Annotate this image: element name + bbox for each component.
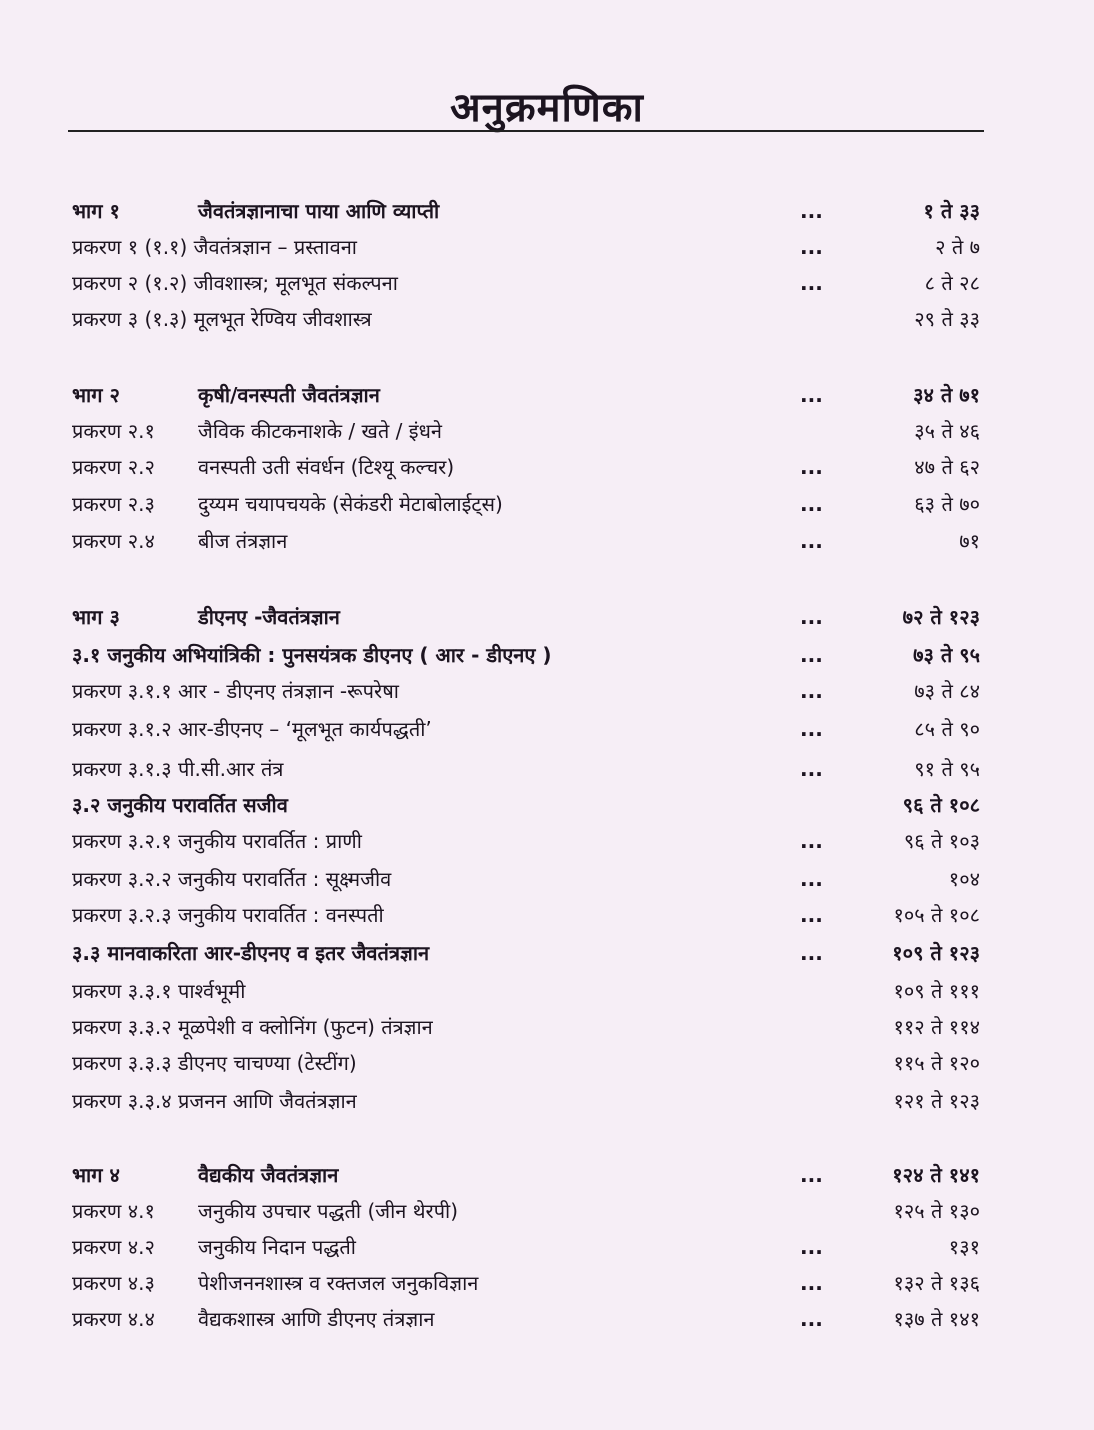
toc-title: प्रकरण ३ (१.३) मूलभूत रेण्विय जीवशास्त्र <box>72 307 372 331</box>
toc-title: प्रकरण ३.२.३ जनुकीय परावर्तित : वनस्पती <box>72 903 384 927</box>
toc-chapter <box>72 900 980 930</box>
toc-chapter <box>72 676 980 706</box>
toc-title: ३.३ मानवाकरिता आर-डीएनए व इतर जैवतंत्रज्ञान <box>72 941 430 965</box>
toc-title: प्रकरण ३.२.१ जनुकीय परावर्तित : प्राणी <box>72 829 362 853</box>
toc-pages: ६३ ते ७० <box>914 492 980 516</box>
toc-title: प्रकरण ३.१.३ पी.सी.आर तंत्र <box>72 757 284 781</box>
toc-leader: ... <box>800 455 823 479</box>
toc-leader: ... <box>800 271 823 295</box>
toc-leader: ... <box>800 235 823 259</box>
toc-pages: ७३ ते ९५ <box>913 643 980 667</box>
toc-pages: ९१ ते ९५ <box>914 757 980 781</box>
toc-chapter <box>72 754 980 784</box>
toc-leader: ... <box>800 605 823 629</box>
toc-pages: ३४ ते ७१ <box>913 383 980 407</box>
toc-leader: ... <box>800 829 823 853</box>
toc-section <box>72 640 980 670</box>
toc-pages: ३५ ते ४६ <box>914 419 980 443</box>
toc-number: प्रकरण ४.४ <box>72 1307 155 1331</box>
toc-leader: ... <box>800 1163 823 1187</box>
page-title: अनुक्रमणिका <box>450 85 644 131</box>
toc-leader: ... <box>800 492 823 516</box>
toc-title: प्रकरण ३.२.२ जनुकीय परावर्तित : सूक्ष्मजीव <box>72 867 392 891</box>
toc-chapter <box>72 526 980 556</box>
toc-chapter <box>72 232 980 262</box>
toc-title: प्रकरण २ (१.२) जीवशास्त्र; मूलभूत संकल्पना <box>72 271 398 295</box>
toc-chapter <box>72 826 980 856</box>
toc-number: प्रकरण ४.३ <box>72 1271 155 1295</box>
toc-pages: ९६ ते १०८ <box>902 793 980 817</box>
toc-title: प्रकरण ३.३.१ पार्श्वभूमी <box>72 979 246 1003</box>
toc-leader: ... <box>800 1307 823 1331</box>
toc-number: प्रकरण २.२ <box>72 455 155 479</box>
toc-chapter <box>72 1048 980 1078</box>
toc-title: प्रकरण ३.३.२ मूळपेशी व क्लोनिंग (फुटन) तंत्रज्ञान <box>72 1015 433 1039</box>
toc-title: कृषी/वनस्पती जैवतंत्रज्ञान <box>198 383 380 407</box>
toc-pages: १०९ ते १११ <box>893 979 980 1003</box>
toc-number: प्रकरण २.४ <box>72 529 155 553</box>
toc-leader: ... <box>800 643 823 667</box>
toc-pages: १२५ ते १३० <box>893 1199 980 1223</box>
toc-pages: ७३ ते ८४ <box>914 679 980 703</box>
toc-title: वैद्यकशास्त्र आणि डीएनए तंत्रज्ञान <box>198 1307 435 1331</box>
toc-pages: १०९ ते १२३ <box>892 941 980 965</box>
toc-title: प्रकरण ३.१.२ आर-डीएनए – ‘मूलभूत कार्यपद्धती’ <box>72 717 432 741</box>
toc-section <box>72 790 980 820</box>
toc-title: दुय्यम चयापचयके (सेकंडरी मेटाबोलाईट्स) <box>198 492 503 516</box>
toc-number: भाग २ <box>72 383 120 407</box>
toc-pages: १०४ <box>948 867 980 891</box>
toc-pages: १२४ ते १४१ <box>892 1163 980 1187</box>
toc-leader: ... <box>800 941 823 965</box>
toc-chapter <box>72 268 980 298</box>
toc-title: जैविक कीटकनाशके / खते / इंधने <box>198 419 442 443</box>
toc-pages: १३७ ते १४१ <box>893 1307 980 1331</box>
toc-chapter <box>72 1268 980 1298</box>
toc-chapter <box>72 1012 980 1042</box>
toc-title: जैवतंत्रज्ञानाचा पाया आणि व्याप्ती <box>198 199 440 223</box>
toc-section <box>72 938 980 968</box>
toc-part-1 <box>72 196 980 226</box>
toc-title: जनुकीय उपचार पद्धती (जीन थेरपी) <box>198 1199 459 1223</box>
toc-title: प्रकरण ३.१.१ आर - डीएनए तंत्रज्ञान -रूपरेषा <box>72 679 399 703</box>
toc-title: ३.१ जनुकीय अभियांत्रिकी : पुनसयंत्रक डीएनए ( आर - डीएनए ) <box>72 643 552 667</box>
toc-leader: ... <box>800 1235 823 1259</box>
toc-chapter <box>72 304 980 334</box>
toc-pages: १ ते ३३ <box>923 199 980 223</box>
toc-leader: ... <box>800 383 823 407</box>
toc-leader: ... <box>800 717 823 741</box>
toc-pages: ७१ <box>959 529 980 553</box>
toc-title: वनस्पती उती संवर्धन (टिश्यू कल्चर) <box>198 455 455 479</box>
toc-pages: ११२ ते ११४ <box>893 1015 980 1039</box>
toc-number: प्रकरण २.३ <box>72 492 155 516</box>
toc-leader: ... <box>800 679 823 703</box>
toc-number: भाग ३ <box>72 605 120 629</box>
toc-title: प्रकरण ३.३.४ प्रजनन आणि जैवतंत्रज्ञान <box>72 1089 357 1113</box>
toc-chapter <box>72 1304 980 1334</box>
toc-pages: ४७ ते ६२ <box>914 455 980 479</box>
toc-chapter <box>72 864 980 894</box>
toc-title: बीज तंत्रज्ञान <box>198 529 288 553</box>
toc-number: प्रकरण ४.१ <box>72 1199 155 1223</box>
toc-pages: ११५ ते १२० <box>893 1051 980 1075</box>
toc-chapter <box>72 976 980 1006</box>
toc-number: भाग ४ <box>72 1163 120 1187</box>
toc-chapter <box>72 714 980 744</box>
toc-pages: १३२ ते १३६ <box>893 1271 980 1295</box>
toc-pages: २९ ते ३३ <box>914 307 980 331</box>
toc-title: वैद्यकीय जैवतंत्रज्ञान <box>198 1163 339 1187</box>
toc-pages: ९६ ते १०३ <box>903 829 980 853</box>
toc-chapter <box>72 416 980 446</box>
toc-number: भाग १ <box>72 199 120 223</box>
toc-pages: ८५ ते ९० <box>914 717 980 741</box>
toc-leader: ... <box>800 529 823 553</box>
toc-number: प्रकरण २.१ <box>72 419 155 443</box>
toc-leader: ... <box>800 1271 823 1295</box>
toc-title: जनुकीय निदान पद्धती <box>198 1235 356 1259</box>
toc-pages: १२१ ते १२३ <box>893 1089 980 1113</box>
toc-number: प्रकरण ४.२ <box>72 1235 155 1259</box>
toc-pages: ८ ते २८ <box>924 271 980 295</box>
toc-title: प्रकरण १ (१.१) जैवतंत्रज्ञान – प्रस्तावना <box>72 235 357 259</box>
toc-part-2 <box>72 380 980 410</box>
toc-part-4 <box>72 1160 980 1190</box>
toc-chapter <box>72 1196 980 1226</box>
toc-chapter <box>72 452 980 482</box>
toc-title: पेशीजननशास्त्र व रक्तजल जनुकविज्ञान <box>198 1271 479 1295</box>
toc-chapter <box>72 1086 980 1116</box>
toc-part-3 <box>72 602 980 632</box>
toc-pages: ७२ ते १२३ <box>902 605 980 629</box>
toc-leader: ... <box>800 757 823 781</box>
toc-pages: २ ते ७ <box>935 235 980 259</box>
toc-chapter <box>72 1232 980 1262</box>
toc-leader: ... <box>800 867 823 891</box>
toc-title: ३.२ जनुकीय परावर्तित सजीव <box>72 793 288 817</box>
toc-title: प्रकरण ३.३.३ डीएनए चाचण्या (टेस्टींग) <box>72 1051 357 1075</box>
toc-chapter <box>72 489 980 519</box>
toc-title: डीएनए -जैवतंत्रज्ञान <box>198 605 340 629</box>
toc-leader: ... <box>800 903 823 927</box>
toc-pages: १३१ <box>948 1235 980 1259</box>
toc-leader: ... <box>800 199 823 223</box>
toc-pages: १०५ ते १०८ <box>893 903 980 927</box>
